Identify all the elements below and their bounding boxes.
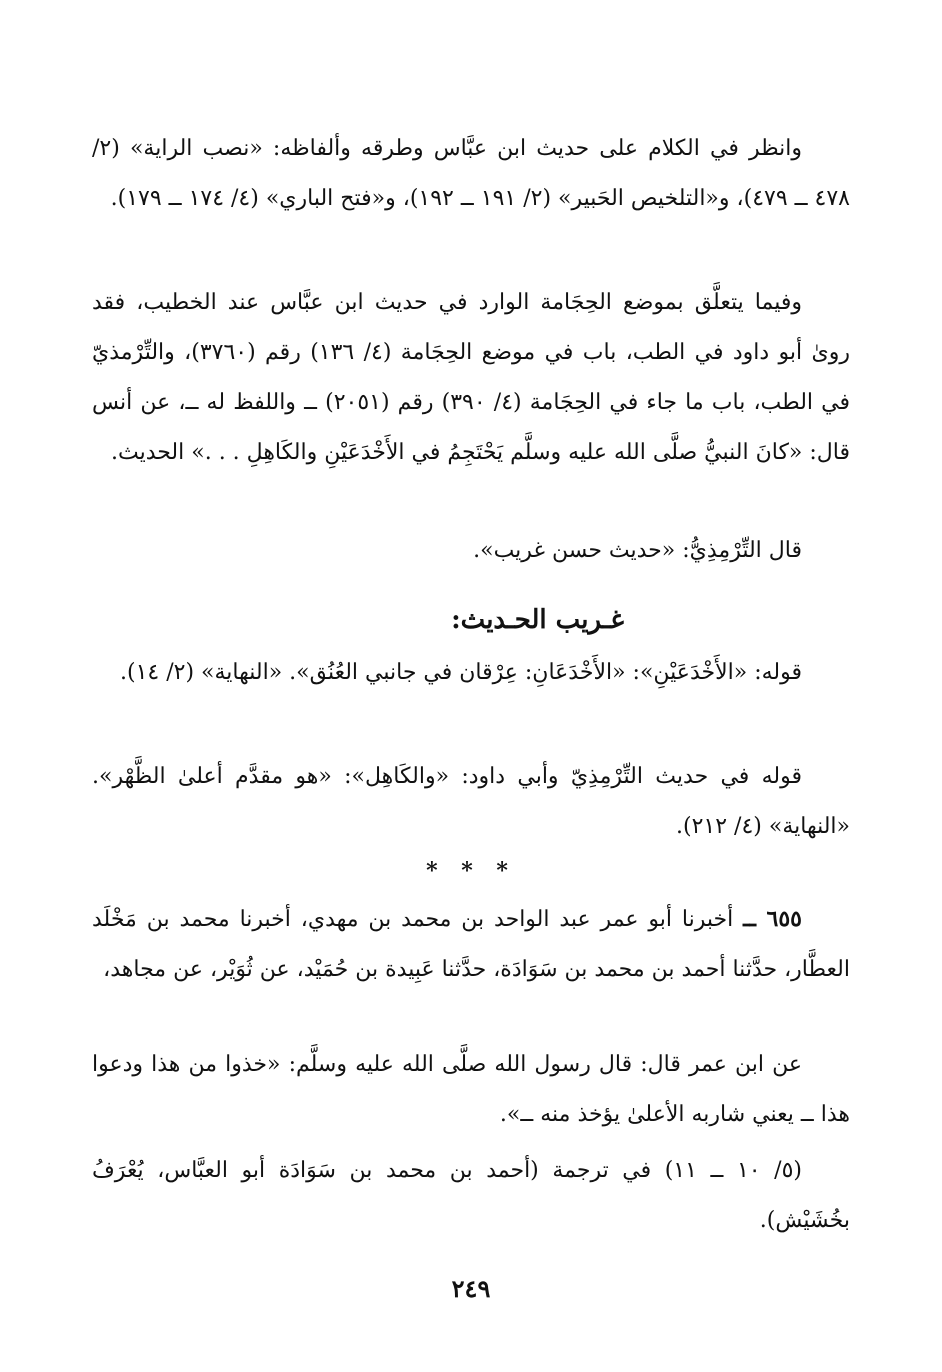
paragraph-hijama-narration: وفيما يتعلَّق بموضع الحِجَامة الوارد في حديث ابن عبَّاس عند الخطيب، فقد روىٰ أبو داود في الطب، باب في موضع الحِجَامة (٤/ ١٣٦) رقم (٣٧٦٠)، والتِّرْمذيّ في الطب، باب ما جاء في الحِجَامة (٤/ ٣٩٠) رقم (٢٠٥١) ــ واللفظ له ــ، عن أنس قال: «كانَ النبيُّ صلَّى الله عليه وسلَّم يَحْتَجِمُ في الأَخْدَعَيْنِ والكَاهِلِ . . .» الحديث. [92,290,851,465]
paragraph-references: وانظر في الكلام على حديث ابن عبَّاس وطرقه وألفاظه: «نصب الراية» (٢/ ٤٧٨ ــ ٤٧٩)، و«التلخيص الحَبير» (٢/ ١٩١ ــ ١٩٢)، و«فتح الباري» (٤/ ١٧٤ ــ ١٧٩). [92,136,850,211]
section-heading-gharib: غـريب الحـديث: [451,605,624,635]
paragraph-source-citation: (٥/ ١٠ ــ ١١) في ترجمة (أحمد بن محمد بن سَوَادَة أبو العبَّاس، يُعْرَفُ بخُشَيْش). [92,1158,850,1233]
section-separator: * * * [426,858,516,884]
hadith-number: ٦٥٥ ــ [743,906,802,932]
paragraph-hadith-655-isnad [92,894,850,995]
paragraph-akhdaain-definition: قوله: «الأَخْدَعَيْنِ»: «الأَخْدَعَانِ: عِرْقان في جانبي العُنُق». «النهاية» (٢/ ١٤). [120,660,802,685]
hadith-isnad-text: أخبرنا أبو عمر عبد الواحد بن محمد بن مهدي، أخبرنا محمد بن مَخْلَد العطَّار، حدَّثنا أحمد بن محمد بن سَوَادَة، حدَّثنا عَبِيدة بن حُمَيْد، عن ثُوَيْر، عن مجاهد، [92,907,850,982]
paragraph-tirmidhi-grading: قال التِّرْمِذِيُّ: «حديث حسن غريب». [473,538,802,563]
paragraph-hadith-655-matn: عن ابن عمر قال: قال رسول الله صلَّى الله عليه وسلَّم: «خذوا من هذا ودعوا هذا ــ يعني شاربه الأعلىٰ يؤخذ منه ــ». [92,1052,850,1127]
paragraph-kahil-definition: قوله في حديث التِّرْمِذِيّ وأبي داود: «والكَاهِل»: «هو مقدَّم أعلىٰ الظَّهْر». «النهاية» (٤/ ٢١٢). [92,764,850,839]
page-number: ٢٤٩ [451,1274,491,1303]
